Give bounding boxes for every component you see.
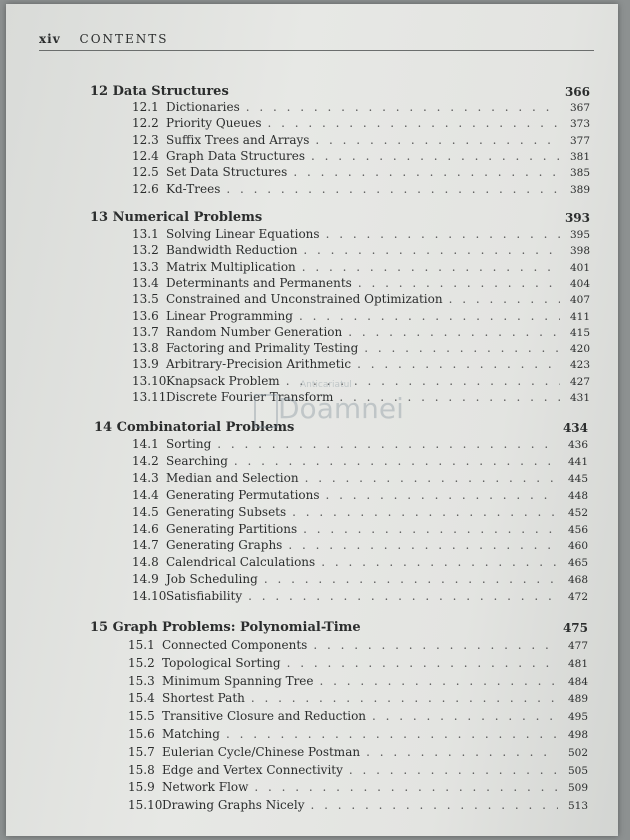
watermark-book-icon <box>254 394 278 428</box>
section-page-number: 468 <box>567 574 588 587</box>
section-title: Random Number Generation <box>166 324 343 339</box>
section-title: Minimum Spanning Tree <box>162 673 314 688</box>
dot-leader <box>326 488 558 502</box>
section-page-number: 367 <box>569 102 590 114</box>
section-number: 13.3 <box>132 259 159 274</box>
chapter-page-number: 393 <box>564 211 590 225</box>
toc-entry <box>132 555 588 569</box>
chapter-title: 15 Graph Problems: Polynomial-Time <box>90 620 361 635</box>
dot-leader <box>449 292 560 306</box>
section-page-number: 401 <box>569 261 590 274</box>
running-head <box>39 32 594 51</box>
section-number: 13.4 <box>132 275 159 290</box>
section-page-number: 484 <box>567 675 588 688</box>
section-number: 15.8 <box>128 762 155 777</box>
toc-entry <box>128 727 588 741</box>
dot-leader <box>366 745 558 759</box>
toc-entry <box>132 133 590 147</box>
section-page-number: 395 <box>569 229 590 241</box>
toc-entry <box>132 100 590 114</box>
section-number: 12.5 <box>132 165 159 180</box>
dot-leader <box>303 522 558 536</box>
section-title: Sorting <box>166 437 212 451</box>
toc-entry <box>128 745 588 759</box>
section-title: Median and Selection <box>166 470 299 485</box>
section-number: 15.6 <box>128 727 155 741</box>
toc-entry <box>132 276 590 290</box>
section-number: 14.6 <box>132 521 159 536</box>
watermark-big-text: Doamnei <box>278 392 404 425</box>
section-page-number: 481 <box>567 657 588 670</box>
chapter-page-number: 434 <box>562 421 588 435</box>
dot-leader <box>313 638 558 652</box>
dot-leader <box>303 243 560 257</box>
section-number: 12.6 <box>132 181 159 196</box>
section-title: Solving Linear Equations <box>166 227 320 241</box>
section-title: Factoring and Primality Testing <box>166 341 359 356</box>
section-page-number: 498 <box>567 729 588 741</box>
dot-leader <box>320 674 558 688</box>
toc-entry <box>132 538 588 552</box>
watermark-small-text: Anticariatul <box>300 380 352 390</box>
toc-entry <box>132 292 590 306</box>
toc-entry <box>128 780 588 794</box>
section-page-number: 495 <box>567 711 588 724</box>
section-page-number: 385 <box>569 167 590 180</box>
toc-entry <box>132 357 590 371</box>
section-number: 13.10 <box>132 373 167 388</box>
toc-entry <box>132 572 588 586</box>
dot-leader <box>348 325 560 339</box>
toc-entry <box>132 454 588 468</box>
section-title: Edge and Vertex Connectivity <box>162 762 343 777</box>
section-page-number: 436 <box>567 439 588 451</box>
section-page-number: 407 <box>569 294 590 307</box>
toc-entry <box>132 522 588 536</box>
section-number: 14.8 <box>132 555 159 570</box>
section-title: Knapsack Problem <box>166 373 280 388</box>
section-title: Network Flow <box>162 780 249 795</box>
section-title: Calendrical Calculations <box>166 555 316 570</box>
toc-entry <box>128 709 588 723</box>
section-number: 13.2 <box>132 243 159 258</box>
section-number: 13.5 <box>132 292 159 307</box>
toc-entry <box>132 182 590 196</box>
toc-entry <box>128 638 588 652</box>
section-title: Discrete Fourier Transform <box>166 390 334 404</box>
dot-leader <box>305 471 558 485</box>
section-number: 15.3 <box>128 673 155 688</box>
section-number: 15.7 <box>128 744 155 759</box>
section-title: Suffix Trees and Arrays <box>166 132 310 147</box>
section-page-number: 456 <box>567 523 588 536</box>
section-number: 15.5 <box>128 709 155 724</box>
toc-entry <box>132 471 588 485</box>
section-title: Priority Queues <box>166 116 262 131</box>
toc-entry <box>132 325 590 339</box>
section-number: 14.1 <box>132 437 159 451</box>
dot-leader <box>292 505 558 519</box>
section-title: Drawing Graphs Nicely <box>162 798 305 813</box>
running-head-title: CONTENTS <box>79 32 169 46</box>
toc-entry <box>132 116 590 130</box>
section-number: 13.9 <box>132 357 159 372</box>
section-title: Generating Graphs <box>166 538 283 553</box>
chapter-title: 12 Data Structures <box>90 84 229 99</box>
dot-leader <box>293 165 560 179</box>
book-page <box>6 4 618 836</box>
toc-entry <box>132 505 588 519</box>
dot-leader <box>311 149 560 163</box>
section-number: 14.7 <box>132 538 159 553</box>
section-page-number: 472 <box>567 591 588 604</box>
toc-entry <box>128 674 588 688</box>
section-title: Determinants and Permanents <box>166 275 352 290</box>
page-number: xiv <box>39 32 61 46</box>
section-title: Shortest Path <box>162 691 245 706</box>
dot-leader <box>357 357 560 371</box>
dot-leader <box>251 691 558 705</box>
section-page-number: 398 <box>569 245 590 258</box>
section-title: Generating Permutations <box>166 487 320 502</box>
section-title: Generating Partitions <box>166 521 298 536</box>
section-title: Kd-Trees <box>166 181 221 196</box>
section-page-number: 445 <box>567 472 588 485</box>
toc-entry <box>132 260 590 274</box>
section-page-number: 431 <box>569 392 590 404</box>
section-page-number: 415 <box>569 326 590 339</box>
dot-leader <box>234 454 558 468</box>
dot-leader <box>288 538 558 552</box>
dot-leader <box>358 276 560 290</box>
section-number: 14.4 <box>132 487 159 502</box>
section-number: 12.1 <box>132 100 159 114</box>
section-number: 12.3 <box>132 132 159 147</box>
section-page-number: 427 <box>569 375 590 388</box>
chapter-page-number: 366 <box>564 85 590 99</box>
section-number: 15.4 <box>128 691 155 706</box>
section-page-number: 389 <box>569 183 590 196</box>
dot-leader <box>310 798 558 812</box>
section-page-number: 448 <box>567 489 588 502</box>
toc-entry <box>128 763 588 777</box>
dot-leader <box>264 572 558 586</box>
section-page-number: 373 <box>569 118 590 131</box>
section-title: Constrained and Unconstrained Optimization <box>166 292 443 307</box>
section-page-number: 502 <box>567 746 588 759</box>
section-number: 14.5 <box>132 504 159 519</box>
watermark-logo <box>254 376 404 446</box>
section-page-number: 423 <box>569 359 590 372</box>
dot-leader <box>226 727 558 741</box>
section-title: Job Scheduling <box>166 572 258 587</box>
section-number: 15.2 <box>128 655 155 670</box>
dot-leader <box>299 309 560 323</box>
section-page-number: 465 <box>567 557 588 570</box>
dot-leader <box>326 227 560 241</box>
dot-leader <box>315 133 560 147</box>
section-page-number: 513 <box>567 800 588 813</box>
dot-leader <box>254 780 558 794</box>
section-page-number: 505 <box>567 764 588 777</box>
section-title: Dictionaries <box>166 100 240 114</box>
section-title: Searching <box>166 453 228 468</box>
section-title: Connected Components <box>162 638 308 652</box>
dot-leader <box>364 341 560 355</box>
section-page-number: 509 <box>567 782 588 795</box>
section-title: Transitive Closure and Reduction <box>162 709 367 724</box>
section-title: Matching <box>162 727 220 741</box>
chapter-title: 14 Combinatorial Problems <box>94 420 295 435</box>
section-page-number: 377 <box>569 134 590 147</box>
section-page-number: 460 <box>567 540 588 553</box>
section-page-number: 420 <box>569 343 590 356</box>
section-number: 13.8 <box>132 341 159 356</box>
dot-leader <box>248 589 558 603</box>
section-page-number: 477 <box>567 640 588 652</box>
section-page-number: 411 <box>569 310 590 323</box>
section-number: 13.1 <box>132 227 159 241</box>
toc-entry <box>132 165 590 179</box>
section-title: Graph Data Structures <box>166 148 306 163</box>
dot-leader <box>349 763 558 777</box>
toc-entry <box>128 798 588 812</box>
chapter-page-number: 475 <box>562 621 588 635</box>
section-number: 15.10 <box>128 798 163 813</box>
section-number: 14.9 <box>132 572 159 587</box>
dot-leader <box>302 260 560 274</box>
toc-entry <box>128 656 588 670</box>
section-number: 15.9 <box>128 780 155 795</box>
dot-leader <box>372 709 558 723</box>
toc-entry <box>132 589 588 603</box>
toc-entry <box>132 341 590 355</box>
section-title: Eulerian Cycle/Chinese Postman <box>162 744 361 759</box>
section-number: 14.10 <box>132 589 167 604</box>
chapter-title: 13 Numerical Problems <box>90 210 263 225</box>
section-page-number: 404 <box>569 277 590 290</box>
section-title: Generating Subsets <box>166 504 287 519</box>
section-title: Bandwidth Reduction <box>166 243 298 258</box>
section-title: Arbitrary-Precision Arithmetic <box>166 357 352 372</box>
section-number: 15.1 <box>128 638 155 652</box>
section-title: Linear Programming <box>166 308 293 323</box>
toc-entry <box>132 309 590 323</box>
section-title: Satisfiability <box>166 589 243 604</box>
section-page-number: 452 <box>567 506 588 519</box>
dot-leader <box>226 182 560 196</box>
section-number: 12.2 <box>132 116 159 131</box>
toc-entry <box>132 243 590 257</box>
section-number: 13.6 <box>132 308 159 323</box>
section-number: 13.7 <box>132 324 159 339</box>
toc-entry <box>128 691 588 705</box>
dot-leader <box>246 100 560 114</box>
section-title: Topological Sorting <box>162 655 281 670</box>
section-page-number: 441 <box>567 455 588 468</box>
section-number: 14.3 <box>132 470 159 485</box>
toc-entry <box>132 488 588 502</box>
dot-leader <box>268 116 560 130</box>
section-title: Set Data Structures <box>166 165 288 180</box>
section-page-number: 381 <box>569 150 590 163</box>
toc-entry <box>132 149 590 163</box>
section-number: 13.11 <box>132 390 167 404</box>
section-number: 12.4 <box>132 148 159 163</box>
dot-leader <box>321 555 558 569</box>
section-title: Matrix Multiplication <box>166 259 296 274</box>
section-page-number: 489 <box>567 693 588 706</box>
dot-leader <box>287 656 558 670</box>
section-number: 14.2 <box>132 453 159 468</box>
toc-entry <box>132 227 590 241</box>
